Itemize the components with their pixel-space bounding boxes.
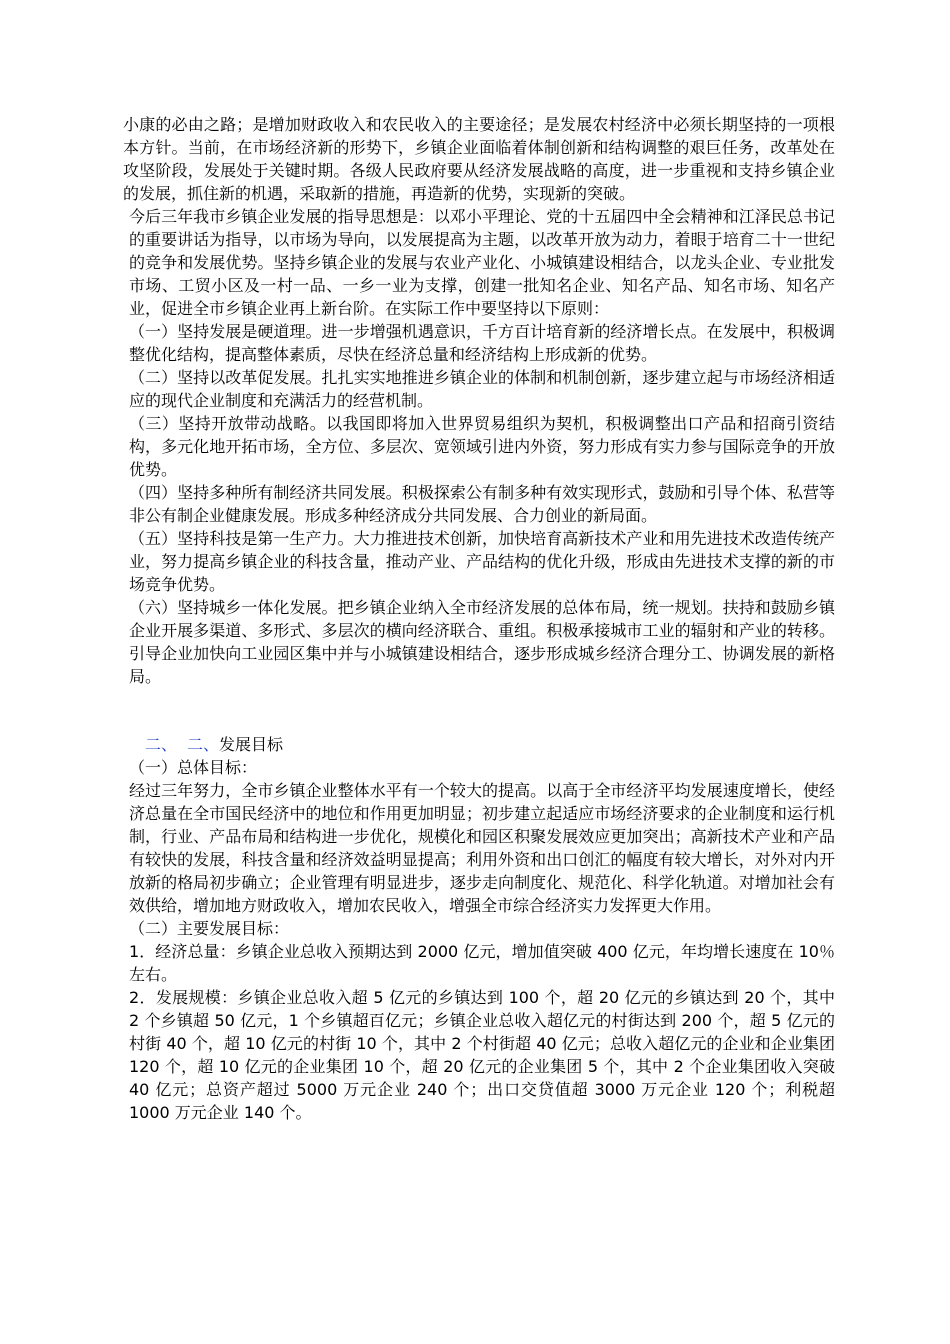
principle-4: （四）坚持多种所有制经济共同发展。积极探索公有制多种有效实现形式，鼓励和引导个体、私营等非公有制企业健康发展。形成多种经济成分共同发展、合力创业的新局面。 bbox=[129, 483, 835, 525]
section-title: 发展目标 bbox=[219, 735, 284, 754]
section-number-a: 二、 bbox=[145, 735, 178, 754]
section-spacer bbox=[123, 688, 835, 733]
principle-3: （三）坚持开放带动战略。以我国即将加入世界贸易组织为契机，积极调整出口产品和招商引资结构，多元化地开拓市场，全方位、多层次、宽领域引进内外资，努力形成有实力参与国际竞争的开放优势。 bbox=[129, 414, 835, 479]
principle-6: （六）坚持城乡一体化发展。把乡镇企业纳入全市经济发展的总体布局，统一规划。扶持和鼓励乡镇企业开展多渠道、多形式、多层次的横向经济联合、重组。积极承接城市工业的辐射和产业的转移。引导企业加快向工业园区集中并与小城镇建设相结合，逐步形成城乡经济合理分工、协调发展的新格局。 bbox=[129, 598, 835, 686]
paragraph-overall-goal: 经过三年努力，全市乡镇企业整体水平有一个较大的提高。以高于全市经济平均发展速度增长，使经济总量在全市国民经济中的地位和作用更加明显；初步建立起适应市场经济要求的企业制度和运行机制，行业、产品布局和结构进一步优化，规模化和园区积聚发展效应更加突出；高新技术产业和产品有较快的发展，科技含量和经济效益明显提高；利用外资和出口创汇的幅度有较大增长，对外对内开放新的格局初步确立；企业管理有明显进步，逐步走向制度化、规范化、科学化轨道。对增加社会有效供给，增加地方财政收入，增加农民收入，增强全市综合经济实力发挥更大作用。 bbox=[129, 781, 835, 915]
goal-item-2: 2．发展规模：乡镇企业总收入超 5 亿元的乡镇达到 100 个，超 20 亿元的乡镇达到 20 个，其中 2 个乡镇超 50 亿元，1 个乡镇超百亿元；乡镇企业总收入超亿元的村街达到 200 个，超 5 亿元的村街 40 个，超 10 亿元的村街 10 个，其中 2 个村街超 40 亿元；总收入超亿元的企业和企业集团 120 个，超 10 亿元的企业集团 10 个，超 20 亿元的企业集团 5 个，其中 2 个企业集团收入突破 40 亿元；总资产超过 5000 万元企业 240 个；出口交贷值超 3000 万元企业 120 个；利税超 1000 万元企业 140 个。 bbox=[129, 988, 835, 1122]
paragraph-intro: 小康的必由之路；是增加财政收入和农民收入的主要途径；是发展农村经济中必须长期坚持的一项根本方针。当前，在市场经济新的形势下，乡镇企业面临着体制创新和结构调整的艰巨任务，改革处在攻坚阶段，发展处于关键时期。各级人民政府要从经济发展战略的高度，进一步重视和支持乡镇企业的发展，抓住新的机遇，采取新的措施，再造新的优势，实现新的突破。 bbox=[123, 115, 835, 203]
principle-5: （五）坚持科技是第一生产力。大力推进技术创新，加快培育高新技术产业和用先进技术改造传统产业，努力提高乡镇企业的科技含量，推动产业、产品结构的优化升级，形成由先进技术支撑的新的市场竞争优势。 bbox=[129, 529, 835, 594]
subheading-main-goals: （二）主要发展目标： bbox=[129, 919, 290, 938]
section-number-b: 二、 bbox=[187, 735, 220, 754]
section-heading bbox=[123, 733, 835, 756]
subheading-overall: （一）总体目标： bbox=[129, 758, 258, 777]
principle-2: （二）坚持以改革促发展。扎扎实实地推进乡镇企业的体制和机制创新，逐步建立起与市场经济相适应的现代企业制度和充满活力的经营机制。 bbox=[129, 368, 835, 410]
document-body bbox=[123, 113, 835, 1124]
paragraph-guiding-thought: 今后三年我市乡镇企业发展的指导思想是：以邓小平理论、党的十五届四中全会精神和江泽民总书记的重要讲话为指导，以市场为导向，以发展提高为主题，以改革开放为动力，着眼于培育二十一世纪的竞争和发展优势。坚持乡镇企业的发展与农业产业化、小城镇建设相结合，以龙头企业、专业批发市场、工贸小区及一村一品、一乡一业为支撑，创建一批知名企业、知名产品、知名市场、知名产业，促进全市乡镇企业再上新台阶。在实际工作中要坚持以下原则： bbox=[129, 207, 835, 318]
goal-item-1: 1．经济总量：乡镇企业总收入预期达到 2000 亿元，增加值突破 400 亿元，年均增长速度在 10％左右。 bbox=[129, 942, 835, 984]
principle-1: （一）坚持发展是硬道理。进一步增强机遇意识，千方百计培育新的经济增长点。在发展中，积极调整优化结构，提高整体素质，尽快在经济总量和经济结构上形成新的优势。 bbox=[129, 322, 835, 364]
